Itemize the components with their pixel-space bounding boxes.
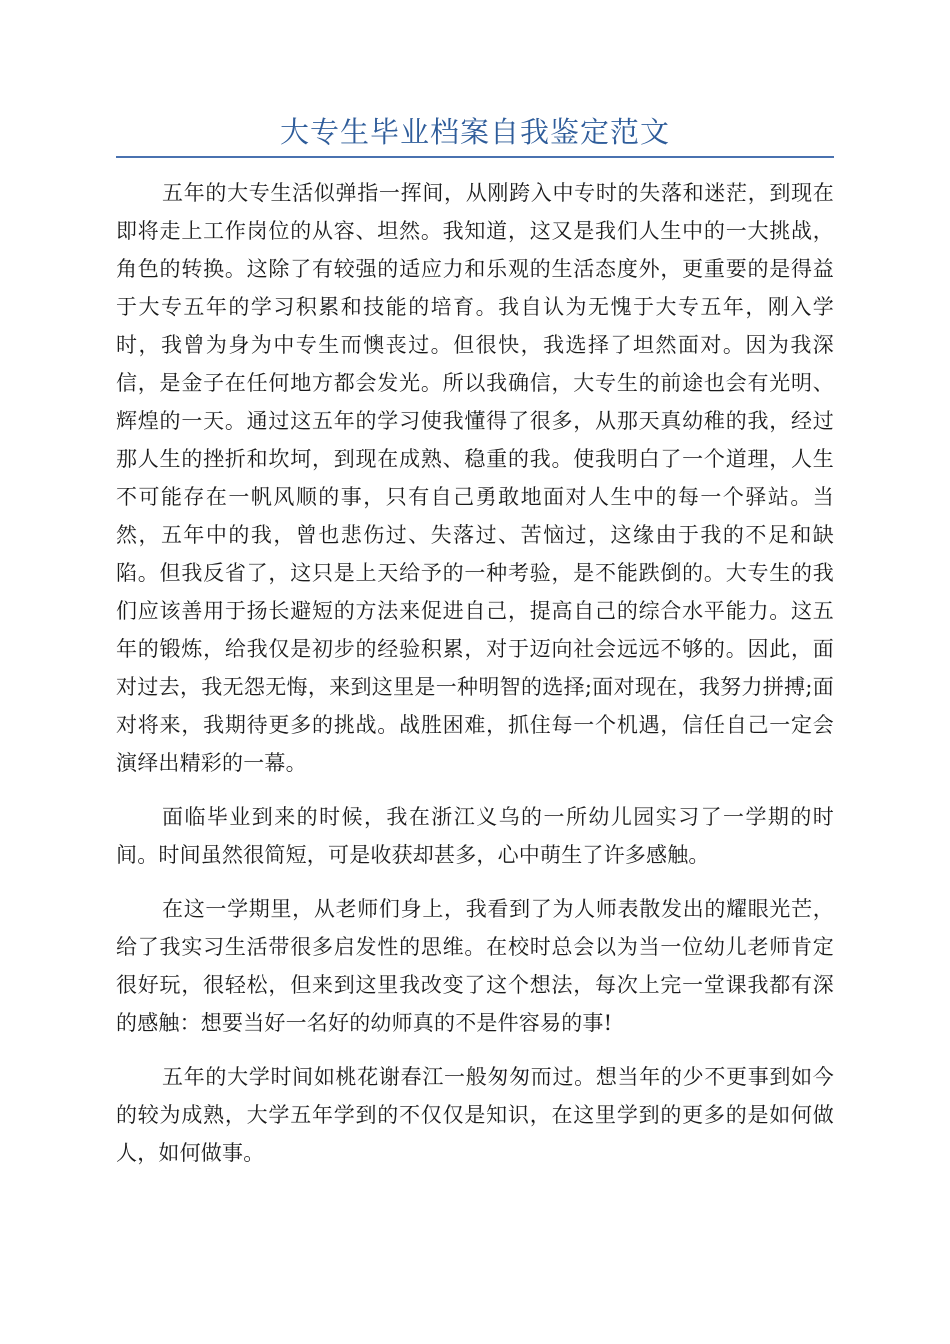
document-title: 大专生毕业档案自我鉴定范文 [279,115,670,149]
paragraph-2: 面临毕业到来的时候，我在浙江义乌的一所幼儿园实习了一学期的时间。时间虽然很简短，可是收获却甚多，心中萌生了许多感触。 [116,805,834,867]
paragraph-1: 五年的大专生活似弹指一挥间，从刚跨入中专时的失落和迷茫，到现在即将走上工作岗位的从容、坦然。我知道，这又是我们人生中的一大挑战，角色的转换。这除了有较强的适应力和乐观的生活态度外，更重要的是得益于大专五年的学习积累和技能的培育。我自认为无愧于大专五年，刚入学时，我曾为身为中专生而懊丧过。但很快，我选择了坦然面对。因为我深信，是金子在任何地方都会发光。所以我确信，大专生的前途也会有光明、辉煌的一天。通过这五年的学习使我懂得了很多，从那天真幼稚的我，经过那人生的挫折和坎坷，到现在成熟、稳重的我。使我明白了一个道理，人生不可能存在一帆风顺的事，只有自己勇敢地面对人生中的每一个驿站。当然，五年中的我，曾也悲伤过、失落过、苦恼过，这缘由于我的不足和缺陷。但我反省了，这只是上天给予的一种考验，是不能跌倒的。大专生的我们应该善用于扬长避短的方法来促进自己，提高自己的综合水平能力。这五年的锻炼，给我仅是初步的经验积累，对于迈向社会远远不够的。因此，面对过去，我无怨无悔，来到这里是一种明智的选择;面对现在，我努力拼搏;面对将来，我期待更多的挑战。战胜困难，抓住每一个机遇，信任自己一定会演绎出精彩的一幕。 [116,181,834,775]
paragraph-3: 在这一学期里，从老师们身上，我看到了为人师表散发出的耀眼光芒，给了我实习生活带很多启发性的思维。在校时总会以为当一位幼儿老师肯定很好玩，很轻松，但来到这里我改变了这个想法，每次上完一堂课我都有深的感触：想要当好一名好的幼师真的不是件容易的事! [116,897,834,1035]
paragraph-4: 五年的大学时间如桃花谢春江一般匆匆而过。想当年的少不更事到如今的较为成熟，大学五年学到的不仅仅是知识，在这里学到的更多的是如何做人，如何做事。 [116,1065,834,1165]
title-block [116,112,834,158]
document-body [116,174,834,1188]
